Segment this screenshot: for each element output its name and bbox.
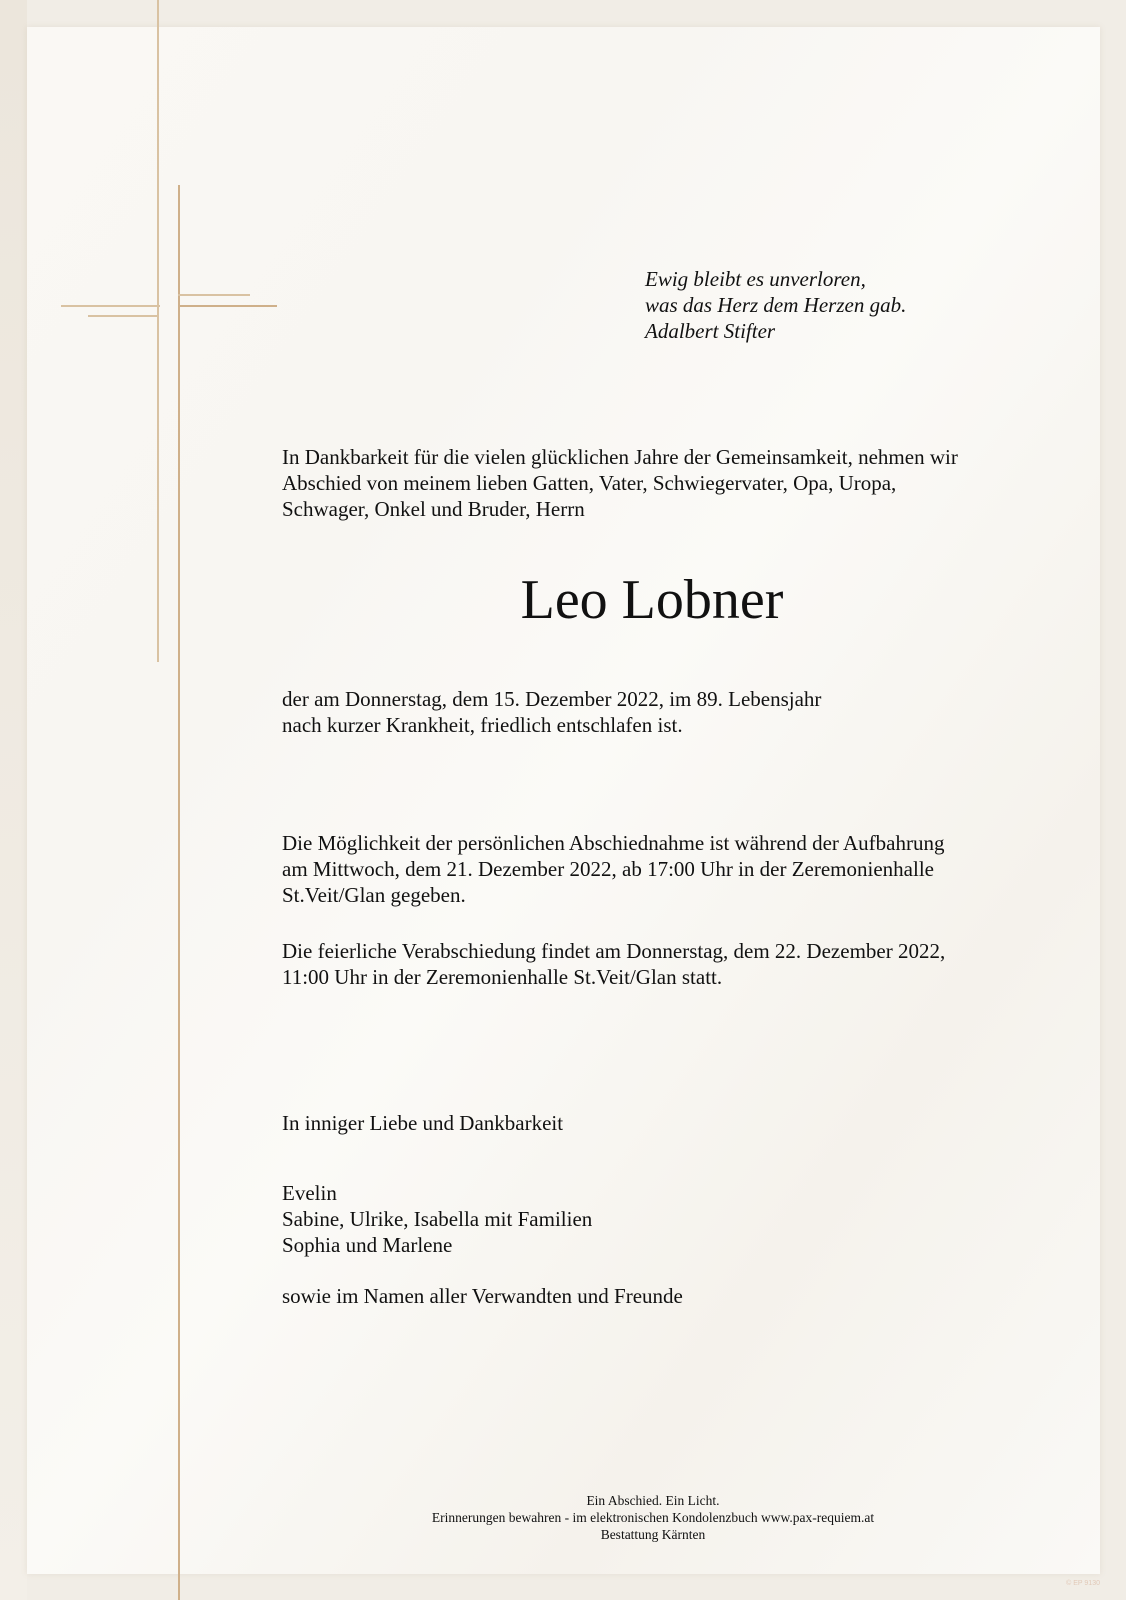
closing-text: In inniger Liebe und Dankbarkeit — [282, 1111, 564, 1135]
relatives-line — [282, 1283, 1042, 1309]
relatives-text: sowie im Namen aller Verwandten und Freunde — [282, 1284, 683, 1308]
template-code: © EP 9130 — [1066, 1580, 1100, 1587]
cross-arm-left-upper — [61, 305, 160, 307]
cross-vertical-right — [178, 185, 180, 1600]
cross-vertical-left — [157, 0, 159, 662]
closing-line — [282, 1110, 1042, 1136]
page-edge-shade — [0, 0, 27, 1600]
viewing-line: Die Möglichkeit der persönlichen Abschiednahme ist während der Aufbahrung — [282, 831, 945, 855]
footer — [0, 1492, 1126, 1543]
viewing-paragraph — [282, 830, 1042, 908]
ceremony-paragraph — [282, 938, 1042, 990]
quote-line: Ewig bleibt es unverloren, — [645, 267, 866, 291]
obituary-card — [27, 27, 1100, 1574]
intro-line: In Dankbarkeit für die vielen glücklichen Jahre der Gemeinsamkeit, nehmen wir — [282, 445, 958, 469]
quote-line: was das Herz dem Herzen gab. — [645, 293, 907, 317]
mourner-line: Evelin — [282, 1181, 337, 1205]
footer-condolence-book: Erinnerungen bewahren - im elektronischen Kondolenzbuch www.pax-requiem.at — [431, 1510, 875, 1525]
quote-author: Adalbert Stifter — [645, 319, 776, 343]
footer-undertaker: Bestattung Kärnten — [600, 1527, 706, 1542]
death-notice-line: nach kurzer Krankheit, friedlich entschlafen ist. — [282, 713, 683, 737]
deceased-name: Leo Lobner — [520, 569, 784, 631]
footer-tagline: Ein Abschied. Ein Licht. — [586, 1493, 720, 1508]
intro-line: Schwager, Onkel und Bruder, Herrn — [282, 497, 585, 521]
viewing-line: St.Veit/Glan gegeben. — [282, 883, 466, 907]
cross-arm-right-lower — [178, 305, 277, 307]
intro-paragraph — [282, 444, 1042, 522]
mourner-line: Sabine, Ulrike, Isabella mit Familien — [282, 1207, 593, 1231]
mourners-list — [282, 1180, 1042, 1258]
ceremony-line: 11:00 Uhr in der Zeremonienhalle St.Veit/Glan statt. — [282, 965, 723, 989]
cross-arm-left-lower — [88, 315, 159, 317]
intro-line: Abschied von meinem lieben Gatten, Vater, Schwiegervater, Opa, Uropa, — [282, 471, 897, 495]
cross-arm-right-upper — [178, 294, 250, 296]
viewing-line: am Mittwoch, dem 21. Dezember 2022, ab 17:00 Uhr in der Zeremonienhalle — [282, 857, 934, 881]
mourner-line: Sophia und Marlene — [282, 1233, 453, 1257]
death-notice-line: der am Donnerstag, dem 15. Dezember 2022, im 89. Lebensjahr — [282, 687, 822, 711]
epigraph-quote — [645, 266, 906, 344]
death-notice-paragraph — [282, 686, 1042, 738]
ceremony-line: Die feierliche Verabschiedung findet am Donnerstag, dem 22. Dezember 2022, — [282, 939, 946, 963]
